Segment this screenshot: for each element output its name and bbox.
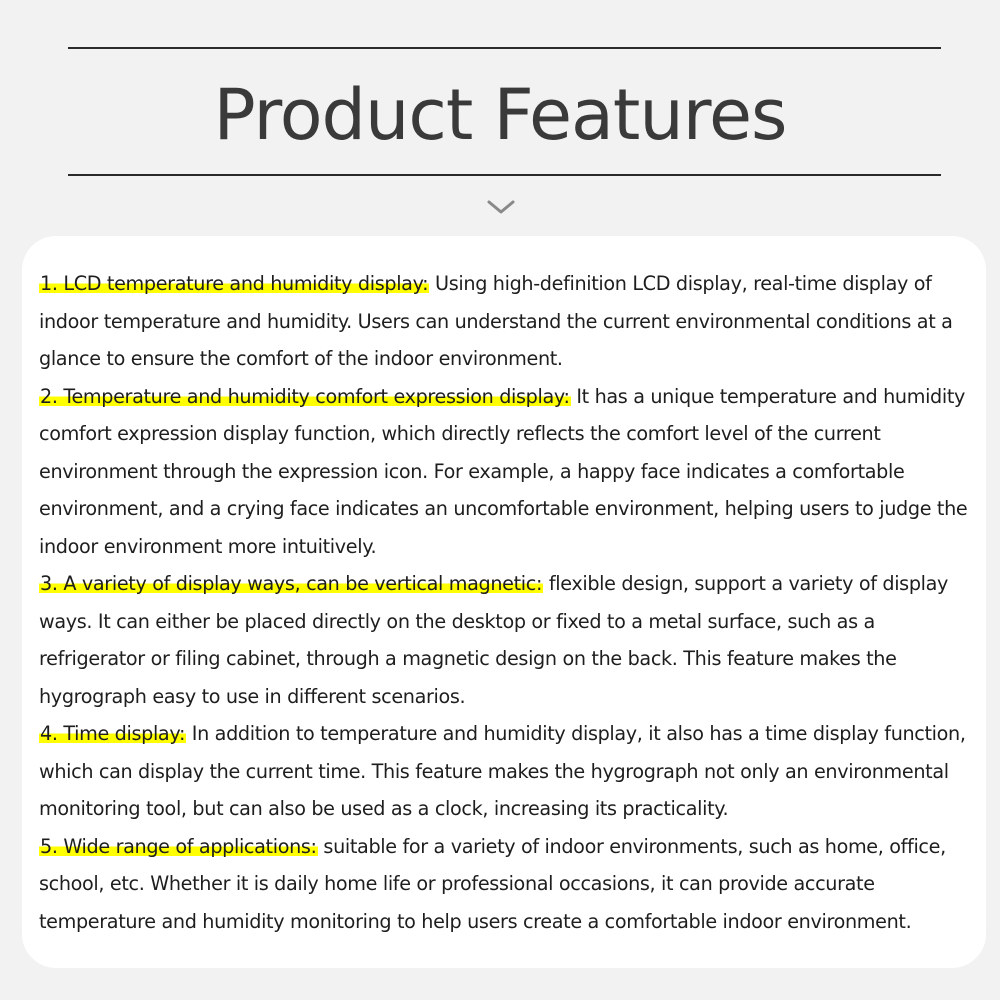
feature-body: It has a unique temperature and humidity comfort expression display function, which directly reflects the comfort level of the current environment through the expression icon. For example, a happy face indicates a comfortable environment, and a crying face indicates an uncomfortable environment, helping users to judge the indoor environment more intuitively. xyxy=(39,384,968,558)
feature-body: Using high-definition LCD display, real-time display of indoor temperature and humidity. Users can understand the current environmental conditions at a glance to ensure the comfort of the indoor environment. xyxy=(39,272,953,370)
features-card xyxy=(22,236,986,968)
feature-heading: 1. LCD temperature and humidity display: xyxy=(40,272,429,295)
bottom-divider xyxy=(68,174,941,176)
feature-heading: 2. Temperature and humidity comfort expression display: xyxy=(40,384,570,408)
feature-heading: 5. Wide range of applications: xyxy=(40,834,317,858)
top-divider xyxy=(68,47,941,49)
feature-item xyxy=(39,828,970,941)
feature-body: suitable for a variety of indoor environments, such as home, office, school, etc. Whether it is daily home life or professional occasions, it can provide accurate temperature and humidity monitoring to help users create a comfortable indoor environment. xyxy=(39,834,946,933)
page-title: Product Features xyxy=(213,74,787,156)
feature-item xyxy=(39,378,970,566)
feature-heading: 4. Time display: xyxy=(40,722,186,745)
feature-item xyxy=(39,265,970,378)
chevron-down-icon xyxy=(486,198,516,216)
features-list xyxy=(39,265,970,940)
feature-body: In addition to temperature and humidity display, it also has a time display function, which can display the current time. This feature makes the hygrograph not only an environmental monitoring tool, but can also be used as a clock, increasing its practicality. xyxy=(39,722,966,820)
feature-heading: 3. A variety of display ways, can be vertical magnetic: xyxy=(40,572,543,595)
feature-item xyxy=(39,715,970,828)
feature-item xyxy=(39,565,970,715)
feature-body: flexible design, support a variety of display ways. It can either be placed directly on the desktop or fixed to a metal surface, such as a refrigerator or filing cabinet, through a magnetic design on the back. This feature makes the hygrograph easy to use in different scenarios. xyxy=(39,572,949,708)
